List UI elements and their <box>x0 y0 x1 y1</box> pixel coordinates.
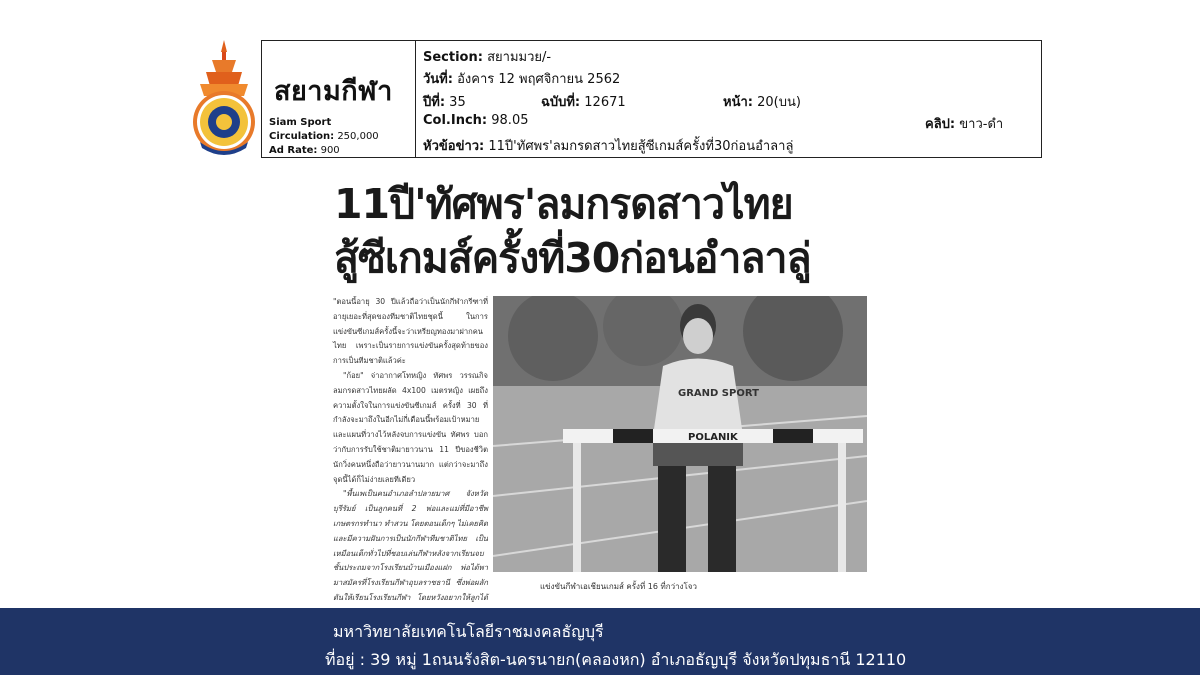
hurdle-brand-text: POLANIK <box>688 432 738 443</box>
shirt-logo-text: GRAND SPORT <box>678 388 759 399</box>
article-paragraph-1: "ตอนนี้อายุ 30 ปีแล้วถือว่าเป็นนักกีฬากรีฑาที่อายุเยอะที่สุดของทีมชาติไทยชุดนี้ ในการแข่งขันซีเกมส์ครั้งนี้จะว่าเหรียญทองมาฝากคนไทย เพราะเป็นรายการแข่งขันครั้งสุดท้ายของการเป็นทีมชาติแล้วค่ะ <box>333 297 488 366</box>
ad-rate: Ad Rate: 900 <box>269 145 340 156</box>
headline-line-1: 11ปี'ทัศพร'ลมกรดสาวไทย <box>334 180 793 228</box>
publication-en: Siam Sport <box>269 117 332 128</box>
section-row: Section: สยามมวย/- <box>423 50 552 65</box>
issue-row: ฉบับที่: 12671 <box>541 95 626 110</box>
publication-name: สยามกีฬา <box>274 76 393 107</box>
article-photo <box>493 296 867 572</box>
footer-bar <box>0 608 1200 675</box>
year-row: ปีที่: 35 <box>423 95 466 110</box>
page-row: หน้า: 20(บน) <box>723 95 801 110</box>
clipping-details <box>417 41 1041 157</box>
footer-address: ที่อยู่ : 39 หมู่ 1ถนนรังสิต-นครนายก(คลองหก) อำเภอธัญบุรี จังหวัดปทุมธานี 12110 <box>325 650 907 669</box>
publication-panel <box>262 41 416 157</box>
article-text-column <box>333 295 488 602</box>
article-paragraph-3: "พื้นเพเป็นคนอำเภอลำปลายมาศ จังหวัดบุรีรัมย์ เป็นลูกคนที่ 2 พ่อและแม่ที่มีอาชีพเกษตรกรทำนา ทำสวน โดยตอนเด็กๆ ไม่เคยคิดและมีความฝันการเป็นนักกีฬาทีมชาติไทย เป็นเหมือนเด็กทั่วไปที่ชอบเล่นกีฬาหลังจากเรียนจบชั้นประถมจากโรงเรียนบ้านเมืองแฝก พ่อได้พามาสมัครที่โรงเรียนกีฬาอุบลราชธานี ซึ่งพ่อผลักดันให้เรียนโรงเรียนกีฬา โดยหวังอยากให้ลูกได้ <box>333 489 488 602</box>
headline-line-2: สู้ซีเกมส์ครั้งที่30ก่อนอำลาลู่ <box>334 234 811 282</box>
clipping-header <box>261 40 1042 158</box>
photo-caption: แข่งขันกีฬาเอเชียนเกมส์ ครั้งที่ 16 ที่กว่างโจว <box>540 582 697 591</box>
date-row: วันที่: อังคาร 12 พฤศจิกายน 2562 <box>423 72 621 87</box>
colinch-row: Col.Inch: 98.05 <box>423 113 529 128</box>
topic-row: หัวข้อข่าว: 11ปี'ทัศพร'ลมกรดสาวไทยสู้ซีเกมส์ครั้งที่30ก่อนอำลาลู่ <box>423 139 794 154</box>
footer-university-name: มหาวิทยาลัยเทคโนโลยีราชมงคลธัญบุรี <box>333 622 604 641</box>
athlete-photo-illustration <box>493 296 867 572</box>
university-logo <box>190 38 258 158</box>
clip-row: คลิป: ขาว-ดำ <box>925 117 1004 132</box>
circulation: Circulation: 250,000 <box>269 131 379 142</box>
article-paragraph-2: "ก้อย" จ่าอากาศโทหญิง ทัศพร วรรณกิจ ลมกรดสาวไทยผลัด 4x100 เมตรหญิง เผยถึงความตั้งใจในการแข่งขันซีเกมส์ ครั้งที่ 30 ที่กำลังจะมาถึงในอีกไม่กี่เดือนนี้พร้อมเป้าหมายและแผนที่วางไว้หลังจบการแข่งขัน ทัศพร บอกว่ากับการรับใช้ชาติมายาวนาน 11 ปีของชีวิตนักวิ่งคนหนึ่งถือว่ายาวนานมาก แต่กว่าจะมาถึงจุดนี้ได้ก็ไม่ง่ายเลยทีเดียว <box>333 370 488 484</box>
